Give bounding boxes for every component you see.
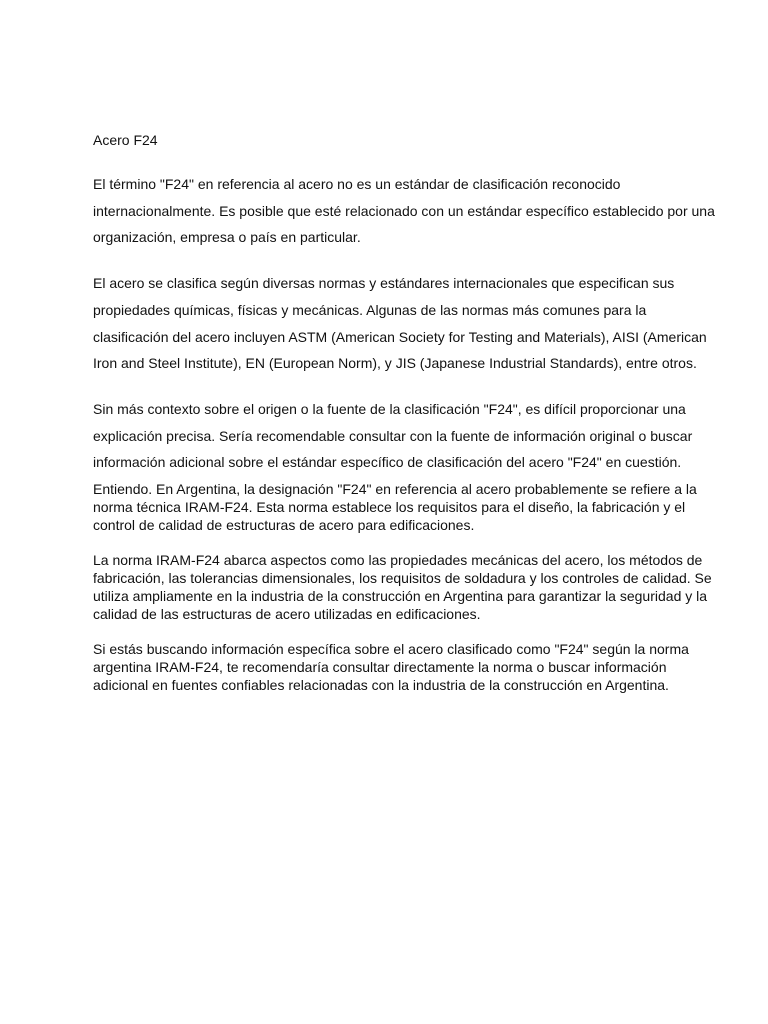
paragraph-f24-not-standard: El término "F24" en referencia al acero no es un estándar de clasificación reconocido internacionalmente. Es posible que esté relacionado con un estándar específico establecido por una organización, empresa o país en particular.: [93, 176, 715, 246]
paragraph-recommendation: Si estás buscando información específica sobre el acero clasificado como "F24" según la norma argentina IRAM-F24, te recomendaría consultar directamente la norma o buscar información adicional en fuentes confiables relacionadas con la industria de la construcción en Argentina.: [93, 641, 689, 694]
paragraph-no-context: Sin más contexto sobre el origen o la fuente de la clasificación "F24", es difícil proporcionar una explicación precisa. Sería recomendable consultar con la fuente de información original o buscar información adicional sobre el estándar específico de clasificación del acero "F24" en cuestión.: [93, 400, 693, 471]
paragraph-steel-classification: El acero se clasifica según diversas normas y estándares internacionales que especifican sus propiedades químicas, físicas y mecánicas. Algunas de las normas más comunes para la clasificación del acero incluyen ASTM (American Society for Testing and Materials), AISI (American Iron and Steel Institute), EN (European Norm), y JIS (Japanese Industrial Standards), entre otros.: [93, 275, 707, 372]
paragraph-iram-f24-intro: Entiendo. En Argentina, la designación "F24" en referencia al acero probablemente se refiere a la norma técnica IRAM-F24. Esta norma establece los requisitos para el diseño, la fabricación y el control de calidad de estructuras de acero para edificaciones.: [93, 481, 697, 534]
document-title: Acero F24: [93, 132, 158, 148]
paragraph-iram-f24-scope: La norma IRAM-F24 abarca aspectos como las propiedades mecánicas del acero, los métodos de fabricación, las tolerancias dimensionales, los requisitos de soldadura y los controles de calidad. Se utiliza ampliamente en la industria de la construcción en Argentina para garantizar la seguridad y la calidad de las estructuras de acero utilizadas en edificaciones.: [93, 552, 712, 623]
section-double-spaced: [93, 171, 718, 476]
section-single-spaced: [93, 480, 718, 694]
document-page: [93, 130, 718, 694]
